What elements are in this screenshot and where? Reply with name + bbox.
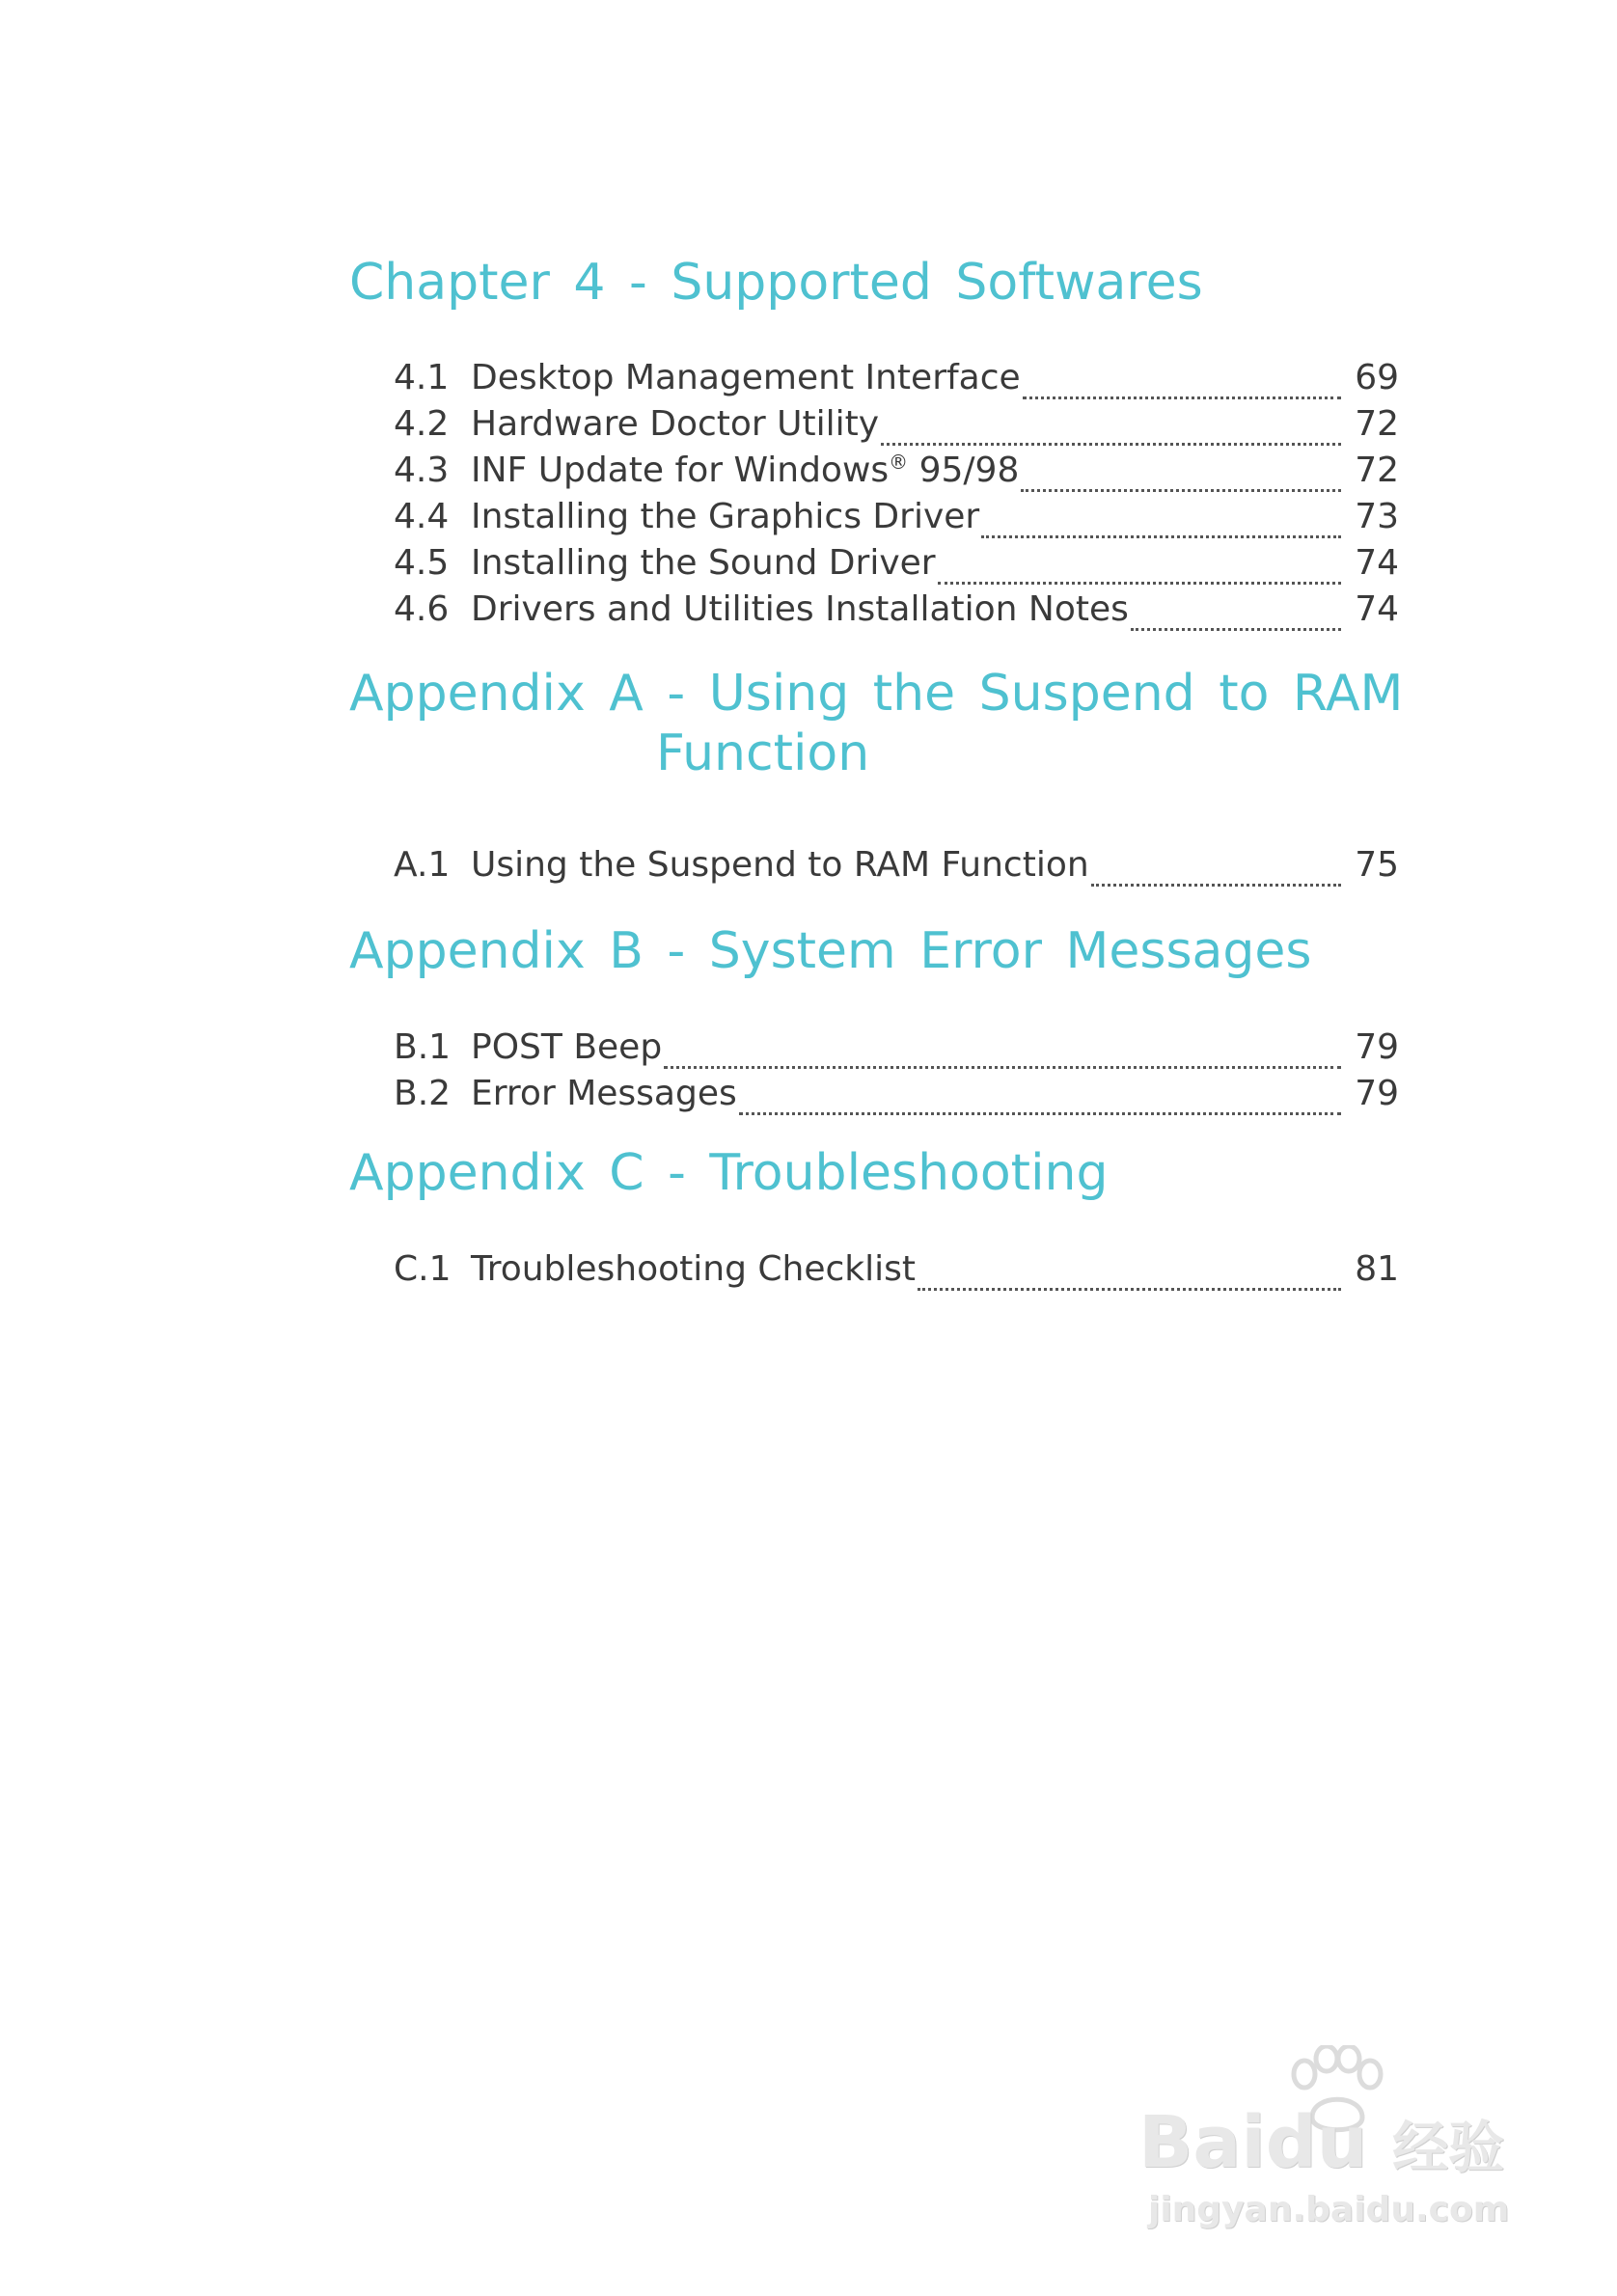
section-heading-appendix-c: Appendix C - Troubleshooting <box>349 1144 1109 1202</box>
registered-mark: ® <box>889 451 909 474</box>
toc-entry-number: B.2 <box>394 1074 452 1113</box>
toc-entry-number: C.1 <box>394 1249 452 1289</box>
toc-entry-title: Hardware Doctor Utility <box>471 404 880 444</box>
toc-entry-number: 4.2 <box>394 404 450 444</box>
toc-entry-number: 4.4 <box>394 497 450 536</box>
toc-leader-dots <box>918 1259 1341 1291</box>
toc-leader-dots <box>1021 460 1341 492</box>
watermark <box>1138 2045 1524 2229</box>
section-heading-appendix-b: Appendix B - System Error Messages <box>349 922 1312 980</box>
toc-entry-title: Using the Suspend to RAM Function <box>471 845 1089 885</box>
toc-entry-page: 72 <box>1355 404 1399 444</box>
toc-entry[interactable] <box>394 542 1399 585</box>
toc-leader-dots <box>739 1083 1341 1115</box>
toc-entry-page: 79 <box>1355 1074 1399 1113</box>
toc-entry[interactable] <box>394 1073 1399 1115</box>
toc-entry-page: 74 <box>1355 543 1399 583</box>
toc-entry-number: A.1 <box>394 845 451 885</box>
toc-entry-title: Installing the Graphics Driver <box>471 497 980 536</box>
toc-leader-dots <box>938 553 1342 585</box>
toc-leader-dots <box>1131 599 1341 631</box>
toc-entry[interactable] <box>394 450 1399 492</box>
toc-entry-title-main: INF Update for Windows <box>471 451 890 490</box>
toc-leader-dots <box>1023 368 1342 399</box>
watermark-brand: Bai <box>1138 2101 1266 2184</box>
watermark-brand-cn: 经验 <box>1392 2115 1505 2180</box>
toc-entry-title <box>471 450 1019 492</box>
toc-entry-number: 4.1 <box>394 358 450 397</box>
toc-entry[interactable] <box>394 357 1399 399</box>
watermark-url: jingyan.baidu.com <box>1148 2190 1510 2229</box>
toc-leader-dots <box>881 414 1341 446</box>
section-heading-appendix-a <box>349 664 1403 784</box>
toc-entry-page: 73 <box>1355 497 1399 536</box>
toc-entry-page: 81 <box>1355 1249 1399 1289</box>
toc-entry-page: 79 <box>1355 1027 1399 1067</box>
toc-leader-dots <box>981 506 1341 538</box>
toc-entry-title: Installing the Sound Driver <box>471 543 936 583</box>
toc-entry[interactable] <box>394 1026 1399 1069</box>
watermark-brand-suffix: du <box>1265 2101 1368 2184</box>
toc-leader-dots <box>664 1037 1341 1069</box>
toc-entry[interactable] <box>394 588 1399 631</box>
toc-entry[interactable] <box>394 1248 1399 1291</box>
toc-entry-page: 72 <box>1355 451 1399 490</box>
toc-entry-number: 4.3 <box>394 451 450 490</box>
toc-entry-number: 4.5 <box>394 543 450 583</box>
section-heading-chapter-4: Chapter 4 - Supported Softwares <box>349 254 1203 312</box>
toc-entry[interactable] <box>394 844 1399 887</box>
toc-entry-page: 69 <box>1355 358 1399 397</box>
toc-entry-number: B.1 <box>394 1027 452 1067</box>
section-heading-continuation: Function <box>656 724 870 783</box>
toc-leader-dots <box>1091 855 1342 887</box>
section-heading-text: Appendix A - Using the Suspend to RAM <box>349 665 1404 723</box>
toc-entry-title-suffix: 95/98 <box>908 451 1020 490</box>
toc-entry-page: 75 <box>1355 845 1399 885</box>
toc-entry-title: Drivers and Utilities Installation Notes <box>471 589 1129 629</box>
toc-entry-title: Error Messages <box>471 1074 737 1113</box>
toc-entry-title: Desktop Management Interface <box>471 358 1021 397</box>
toc-entry[interactable] <box>394 403 1399 446</box>
toc-entry-page: 74 <box>1355 589 1399 629</box>
toc-entry-title: POST Beep <box>471 1027 663 1067</box>
toc-entry[interactable] <box>394 496 1399 538</box>
toc-entry-title: Troubleshooting Checklist <box>471 1249 917 1289</box>
toc-entry-number: 4.6 <box>394 589 450 629</box>
